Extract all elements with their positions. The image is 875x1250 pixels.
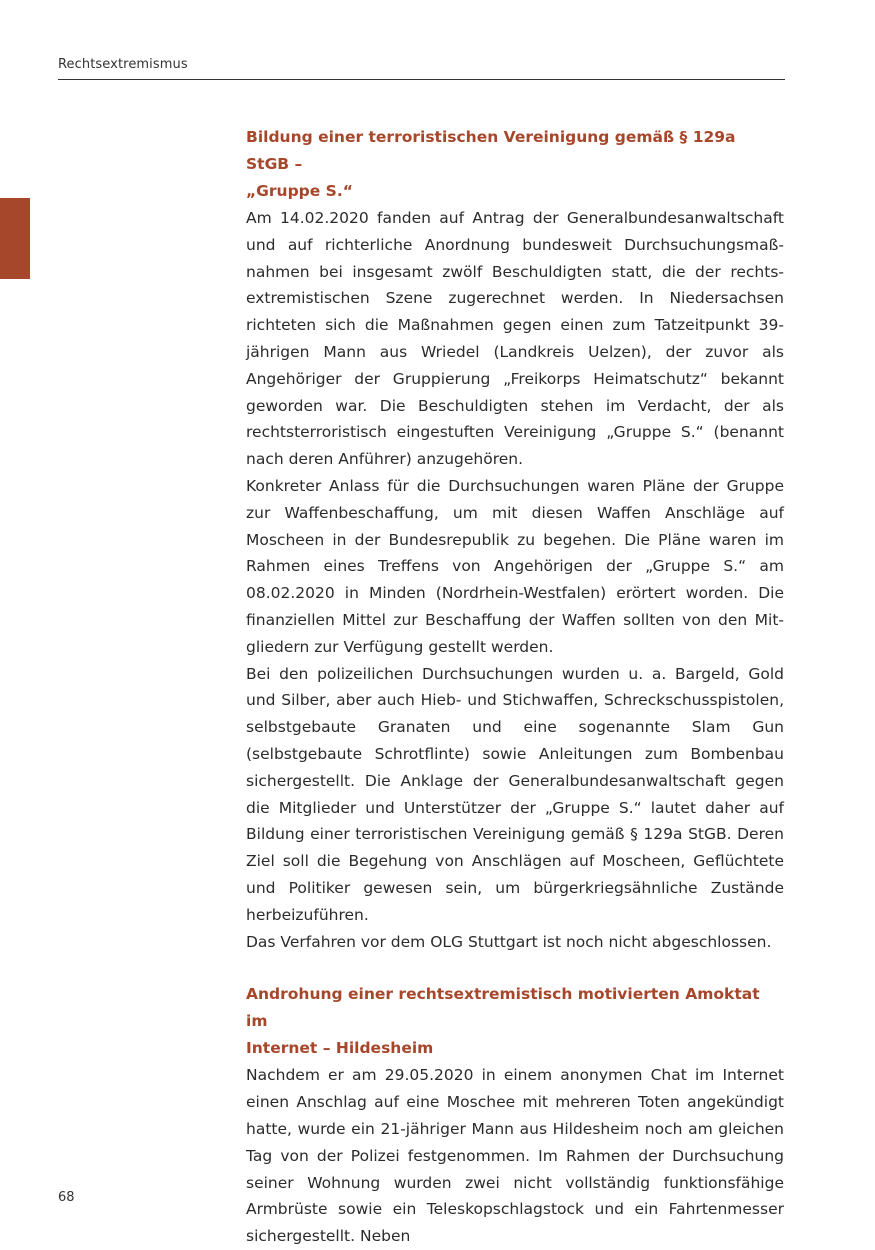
heading-line: Internet – Hildesheim [246,1039,434,1058]
page-number: 68 [58,1190,75,1205]
paragraph: Nachdem er am 29.05.2020 in einem anonymen Chat im Internet einen Anschlag auf eine Moschee mit mehreren Toten angekündigt hatte, wurde ein 21-jähriger Mann aus Hildesheim noch am gleichen Tag von der Polizei festgenommen. Im Rahmen der Durchsuchung seiner Wohnung wurden zwei nicht vollständig funktionsfähige Armbrüste sowie ein Teleskopschlagstock und ein Fahrtenmesser sichergestellt. Neben [246,1066,784,1246]
main-content [246,124,784,1250]
paragraph: Am 14.02.2020 fanden auf Antrag der Generalbundesanwaltschaft und auf richterliche Anordnung bundesweit Durchsuchungsmaßnahmen bei insgesamt zwölf Beschuldigten statt, die der rechtsextremistischen Szene zugerechnet werden. In Niedersachsen richteten sich die Maßnahmen gegen einen zum Tatzeitpunkt 39-jährigen Mann aus Wriedel (Landkreis Uelzen), der zuvor als Angehöriger der Gruppierung „Freikorps Heimatschutz“ bekannt geworden war. Die Beschuldigten stehen im Verdacht, der als rechtsterroristisch eingestuften Vereinigung „Gruppe S.“ (benannt nach deren Anführer) anzugehören. [246,209,784,469]
section-heading-gruppe-s [246,124,784,205]
section-heading-hildesheim [246,981,784,1062]
heading-line: Androhung einer rechtsextremistisch motivierten Amoktat im [246,985,760,1031]
paragraph: Bei den polizeilichen Durchsuchungen wurden u. a. Bargeld, Gold und Silber, aber auch Hieb- und Stichwaffen, Schreckschusspistolen, selbstgebaute Granaten und eine sogenannte Slam Gun (selbstgebaute Schrotflinte) sowie Anleitungen zum Bombenbau sichergestellt. Die Anklage der Generalbundesanwaltschaft gegen die Mitglieder und Unterstützer der „Gruppe S.“ lautet daher auf Bildung einer terroristischen Vereinigung gemäß § 129a StGB. Deren Ziel soll die Begehung von Anschlägen auf Moscheen, Geflüchtete und Politiker gewesen sein, um bürgerkriegsähnliche Zustände herbeizuführen. [246,664,784,924]
chapter-tab-marker [0,198,30,279]
heading-line: „Gruppe S.“ [246,182,353,200]
heading-line: Bildung einer terroristischen Vereinigung gemäß § 129a StGB – [246,128,736,173]
running-header: Rechtsextremismus [58,57,188,72]
paragraph: Das Verfahren vor dem OLG Stuttgart ist noch nicht abgeschlossen. [246,932,772,951]
section-spacer [246,955,784,981]
header-divider [58,79,785,80]
paragraph: Konkreter Anlass für die Durchsuchungen waren Pläne der Gruppe zur Waffenbeschaffung, um mit diesen Waffen Anschläge auf Moscheen in der Bundesrepublik zu begehen. Die Pläne waren im Rahmen eines Treffens von Angehörigen der „Gruppe S.“ am 08.02.2020 in Minden (Nordrhein-Westfalen) erörtert worden. Die finanziellen Mittel zur Beschaffung der Waffen sollten von den Mitgliedern zur Verfügung gestellt werden. [246,476,784,656]
